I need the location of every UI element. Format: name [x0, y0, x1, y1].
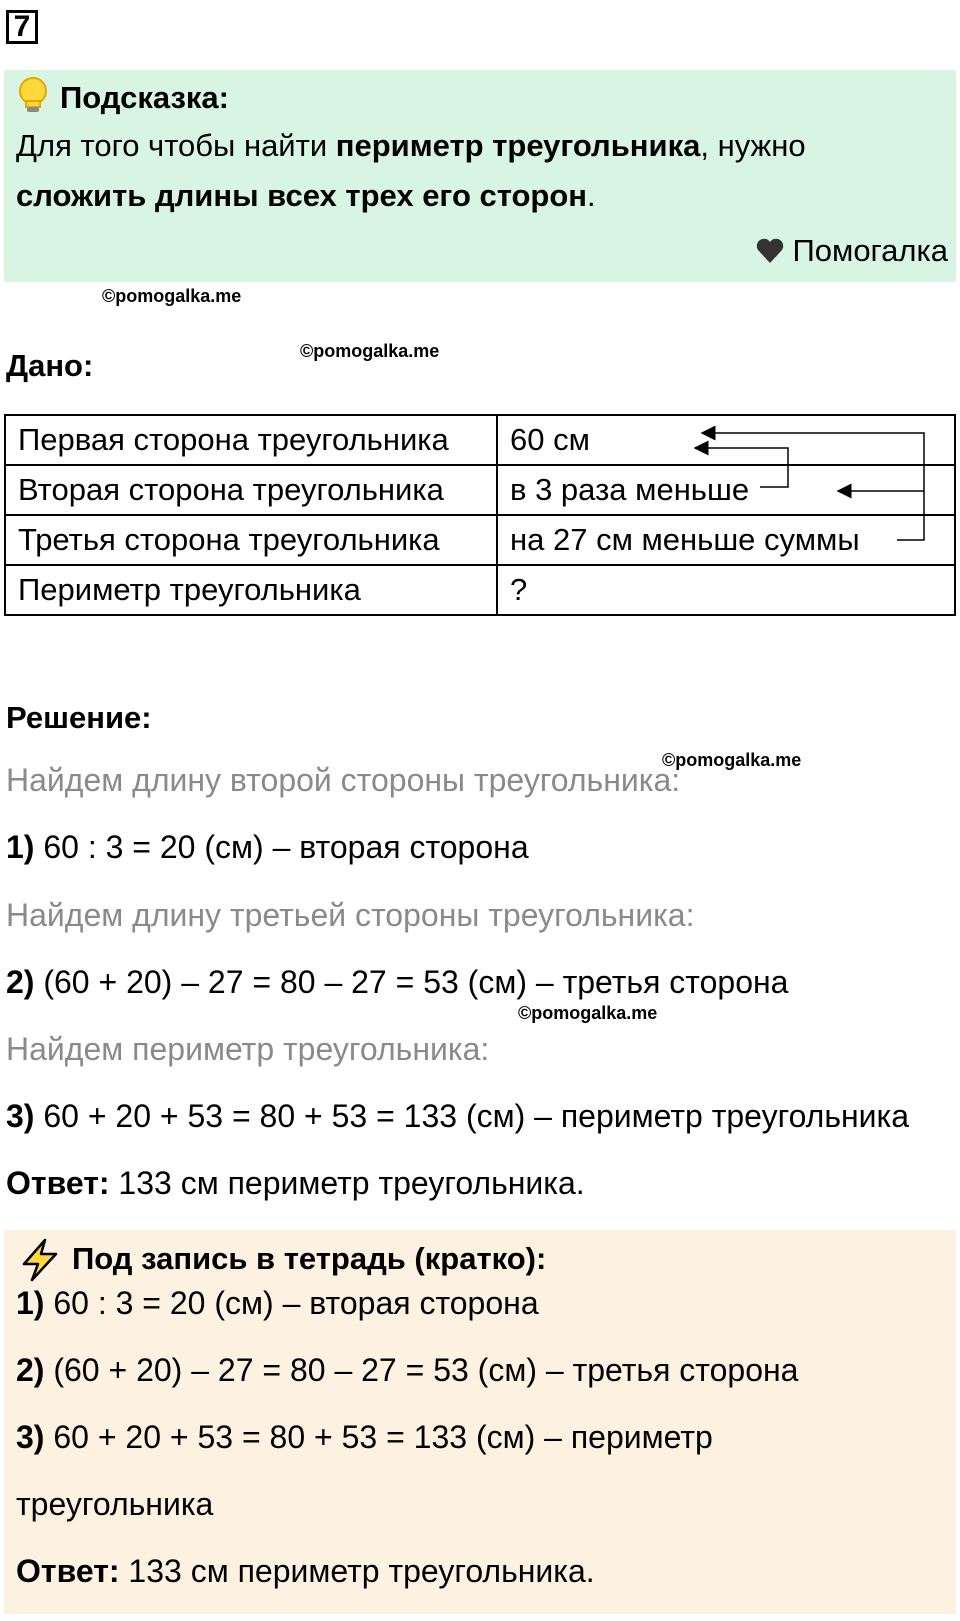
hint-title: Подсказка: [60, 80, 229, 115]
notebook-step-2 [16, 1352, 798, 1389]
answer-text: 133 см периметр треугольника. [119, 1553, 595, 1589]
step-text: (60 + 20) – 27 = 80 – 27 = 53 (см) – третья сторона [44, 1352, 799, 1388]
answer-label: Ответ: [16, 1553, 120, 1589]
step-text: 60 + 20 + 53 = 80 + 53 = 133 (см) – периметр [44, 1419, 713, 1455]
watermark: ©pomogalka.me [102, 286, 242, 306]
notebook-step-3 [16, 1419, 713, 1456]
table-cell-value: ? [497, 565, 955, 615]
step-number: 3) [6, 1098, 35, 1134]
watermark: ©pomogalka.me [518, 1003, 658, 1023]
table-cell-label: Третья сторона треугольника [5, 515, 497, 565]
notebook-answer [16, 1553, 595, 1590]
hint-bold-term: периметр треугольника [335, 128, 701, 163]
arrow-third-to-first [702, 433, 924, 540]
solution-find-2: Найдем длину третьей стороны треугольника: [6, 897, 695, 933]
notebook-step-3-continued: треугольника [16, 1486, 214, 1522]
table-cell-label: Первая сторона треугольника [5, 415, 497, 465]
arrow-second-to-first [695, 448, 788, 487]
table-cell-value: 60 см [497, 415, 955, 465]
lightning-icon [18, 1238, 62, 1282]
relation-arrows [0, 0, 960, 620]
table-cell-value: в 3 раза меньше [497, 465, 955, 515]
notebook-title: Под запись в тетрадь (кратко): [72, 1241, 547, 1276]
watermark: ©pomogalka.me [300, 341, 440, 361]
table-cell-label: Периметр треугольника [5, 565, 497, 615]
table-cell-value: на 27 см меньше суммы [497, 515, 955, 565]
solution-step-1 [6, 829, 529, 866]
answer-text: 133 см периметр треугольника. [109, 1165, 585, 1201]
solution-find-3: Найдем периметр треугольника: [6, 1031, 490, 1067]
solution-step-3 [6, 1098, 909, 1135]
notebook-step-1 [16, 1285, 539, 1322]
table-cell-label: Вторая сторона треугольника [5, 465, 497, 515]
step-number: 2) [6, 964, 35, 1000]
hint-text: . [587, 178, 596, 213]
step-text: (60 + 20) – 27 = 80 – 27 = 53 (см) – третья сторона [34, 964, 789, 1000]
given-title: Дано: [6, 348, 94, 383]
step-number: 1) [16, 1285, 45, 1321]
step-text: 60 : 3 = 20 (см) – вторая сторона [44, 1285, 539, 1321]
hint-bold-rule: сложить длины всех трех его сторон [16, 178, 588, 213]
watermark: ©pomogalka.me [662, 750, 802, 770]
answer-label: Ответ: [6, 1165, 110, 1201]
step-text: 60 + 20 + 53 = 80 + 53 = 133 (см) – периметр треугольника [34, 1098, 910, 1134]
solution-answer [6, 1165, 585, 1202]
hint-text: Для того чтобы найти [16, 128, 336, 163]
hint-text: , нужно [700, 128, 806, 163]
solution-title: Решение: [6, 700, 152, 735]
solution-find-1: Найдем длину второй стороны треугольника: [6, 762, 681, 798]
step-number: 1) [6, 829, 35, 865]
step-number: 2) [16, 1352, 45, 1388]
step-number: 3) [16, 1419, 45, 1455]
task-number: 7 [6, 10, 38, 44]
solution-step-2 [6, 964, 788, 1001]
step-text: 60 : 3 = 20 (см) – вторая сторона [34, 829, 529, 865]
brand-name: Помогалка [792, 233, 948, 268]
